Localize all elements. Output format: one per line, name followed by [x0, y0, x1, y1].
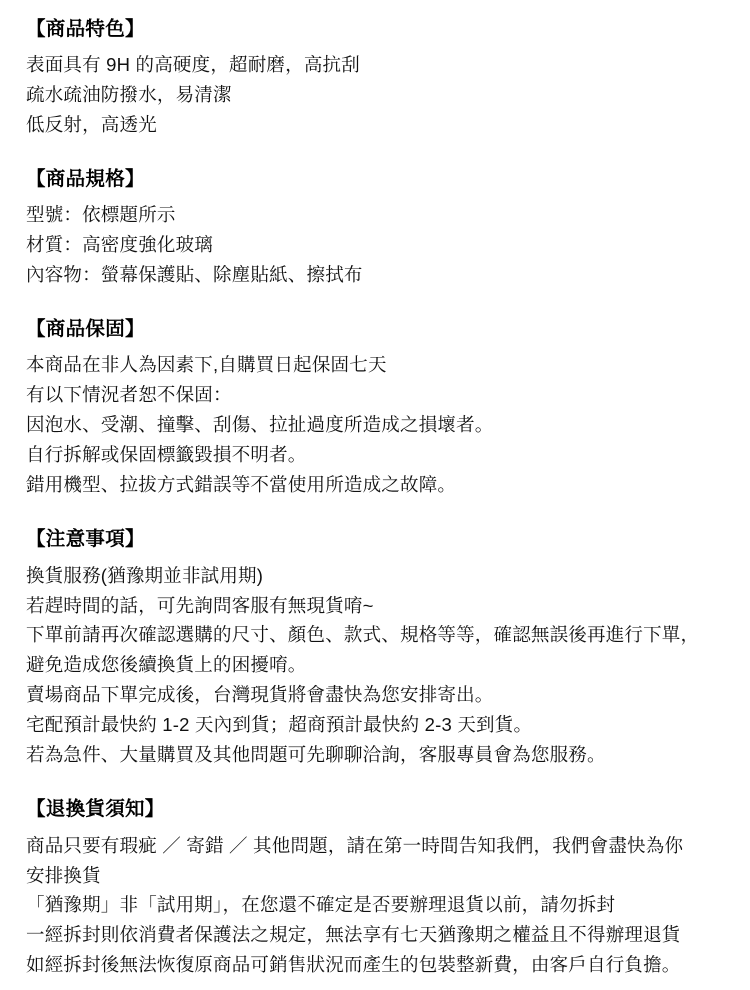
spec-line: 材質：高密度強化玻璃 — [26, 234, 214, 256]
section-heading-product-warranty: 【商品保固】 — [26, 318, 145, 341]
section-return-policy — [26, 794, 728, 980]
notice-line: 避免造成您後續換貨上的困擾唷。 — [26, 654, 307, 676]
return-line: 「猶豫期」非「試用期」，在您還不確定是否要辦理退貨以前，請勿拆封 — [26, 894, 616, 916]
return-line: 商品只要有瑕疵 ／ 寄錯 ／ 其他問題，請在第一時間告知我們，我們會盡快為你 — [26, 834, 684, 856]
notice-line: 若為急件、大量購買及其他問題可先聊聊洽詢，客服專員會為您服務。 — [26, 744, 606, 766]
warranty-line: 因泡水、受潮、撞擊、刮傷、拉扯過度所造成之損壞者。 — [26, 414, 494, 436]
return-line: 一經拆封則依消費者保護法之規定，無法享有七天猶豫期之權益且不得辦理退貨 — [26, 924, 681, 946]
feature-line: 低反射，高透光 — [26, 114, 157, 136]
section-heading-notices: 【注意事項】 — [26, 528, 145, 551]
spec-line: 內容物：螢幕保護貼、除塵貼紙、擦拭布 — [26, 264, 363, 286]
section-product-features — [26, 14, 728, 140]
section-heading-product-specs: 【商品規格】 — [26, 168, 145, 191]
notice-line: 宅配預計最快約 1-2 天內到貨；超商預計最快約 2-3 天到貨。 — [26, 714, 533, 736]
notice-line: 若趕時間的話，可先詢問客服有無現貨唷~ — [26, 594, 374, 616]
notice-line: 換貨服務(猶豫期並非試用期) — [26, 564, 264, 586]
section-notices — [26, 524, 728, 770]
warranty-line: 本商品在非人為因素下,自購買日起保固七天 — [26, 354, 387, 376]
spec-line: 型號：依標題所示 — [26, 204, 176, 226]
warranty-line: 自行拆解或保固標籤毀損不明者。 — [26, 444, 307, 466]
section-product-specs — [26, 164, 728, 290]
notice-line: 下單前請再次確認選購的尺寸、顏色、款式、規格等等，確認無誤後再進行下單， — [26, 624, 700, 646]
return-line: 安排換貨 — [26, 864, 101, 886]
feature-line: 疏水疏油防撥水，易清潔 — [26, 84, 232, 106]
section-heading-return-policy: 【退換貨須知】 — [26, 798, 165, 821]
section-product-warranty — [26, 314, 728, 500]
return-line: 如經拆封後無法恢復原商品可銷售狀況而產生的包裝整新費，由客戶自行負擔。 — [26, 954, 681, 976]
notice-line: 賣場商品下單完成後，台灣現貨將會盡快為您安排寄出。 — [26, 684, 494, 706]
feature-line: 表面具有 9H 的高硬度，超耐磨，高抗刮 — [26, 54, 360, 76]
section-heading-product-features: 【商品特色】 — [26, 18, 145, 40]
warranty-line: 錯用機型、拉拔方式錯誤等不當使用所造成之故障。 — [26, 474, 457, 496]
warranty-line: 有以下情況者恕不保固： — [26, 384, 232, 406]
